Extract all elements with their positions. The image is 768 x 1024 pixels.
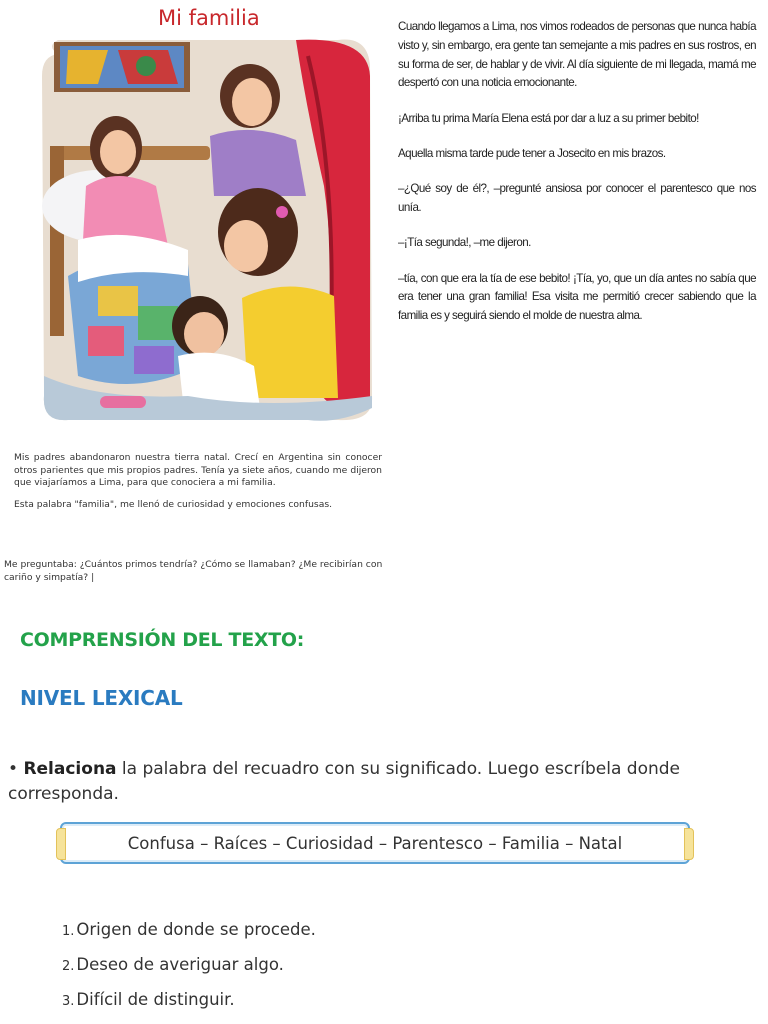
story-paragraph: Aquella misma tarde pude tener a Josecito en mis brazos.: [398, 146, 666, 160]
story-title: Mi familia: [158, 6, 260, 30]
story-right-column: [398, 18, 756, 342]
exercise-instruction: [8, 757, 738, 806]
instruction-text: la palabra del recuadro con su significado. Luego escríbela donde corresponda.: [8, 759, 681, 804]
family-illustration: [38, 36, 374, 424]
definition-item: [62, 986, 316, 1021]
story-paragraph: ¡Arriba tu prima María Elena está por dar a luz a su primer bebito!: [398, 111, 699, 125]
section-heading: COMPRENSIÓN DEL TEXTO:: [20, 629, 305, 651]
story-paragraph: –¿Qué soy de él?, –pregunté ansiosa por conocer el parentesco que nos unía.: [398, 182, 756, 214]
definition-number: 1.: [62, 924, 75, 939]
definition-item: [62, 916, 316, 951]
story-paragraph: Mis padres abandonaron nuestra tierra natal. Crecí en Argentina sin conocer otros parientes que mis propios padres. Tenía ya siete años, cuando me dijeron que viajaríamos a Lima, para que conociera a mi familia.: [14, 452, 382, 489]
story-paragraph: –tía, con que era la tía de ese bebito! ¡Tía, yo, que un día antes no sabía que era tener una gran familia! Esa visita me permitió crecer sabiendo que la familia es y seguirá siendo el molde de nuestra alma.: [398, 271, 756, 323]
definition-number: 2.: [62, 959, 75, 974]
story-question: Me preguntaba: ¿Cuántos primos tendría? ¿Cómo se llamaban? ¿Me recibirían con cariño y simpatía? |: [4, 559, 383, 583]
story-paragraph: Esta palabra "familia", me llenó de curiosidad y emociones confusas.: [14, 499, 333, 511]
bullet: •: [8, 759, 19, 779]
section-subheading: NIVEL LEXICAL: [20, 686, 183, 710]
definition-number: 3.: [62, 994, 75, 1009]
instruction-verb: Relaciona: [23, 759, 117, 779]
definition-item: [62, 951, 316, 986]
definition-text: Difícil de distinguir.: [76, 990, 235, 1009]
definition-text: Deseo de averiguar algo.: [76, 955, 284, 974]
definition-list: [62, 916, 316, 1021]
word-box: Confusa – Raíces – Curiosidad – Parentesco – Familia – Natal: [60, 822, 690, 864]
definition-text: Origen de donde se procede.: [76, 920, 316, 939]
story-paragraph: Cuando llegamos a Lima, nos vimos rodeados de personas que nunca había visto y, sin embargo, era gente tan semejante a mis padres en sus rostros, en su forma de ser, de hablar y de vivir. Al día siguiente de mi llegada, mamá me despertó con una noticia emocionante.: [398, 20, 756, 90]
story-paragraph: –¡Tía segunda!, –me dijeron.: [398, 236, 531, 250]
story-left-column: [14, 452, 382, 521]
